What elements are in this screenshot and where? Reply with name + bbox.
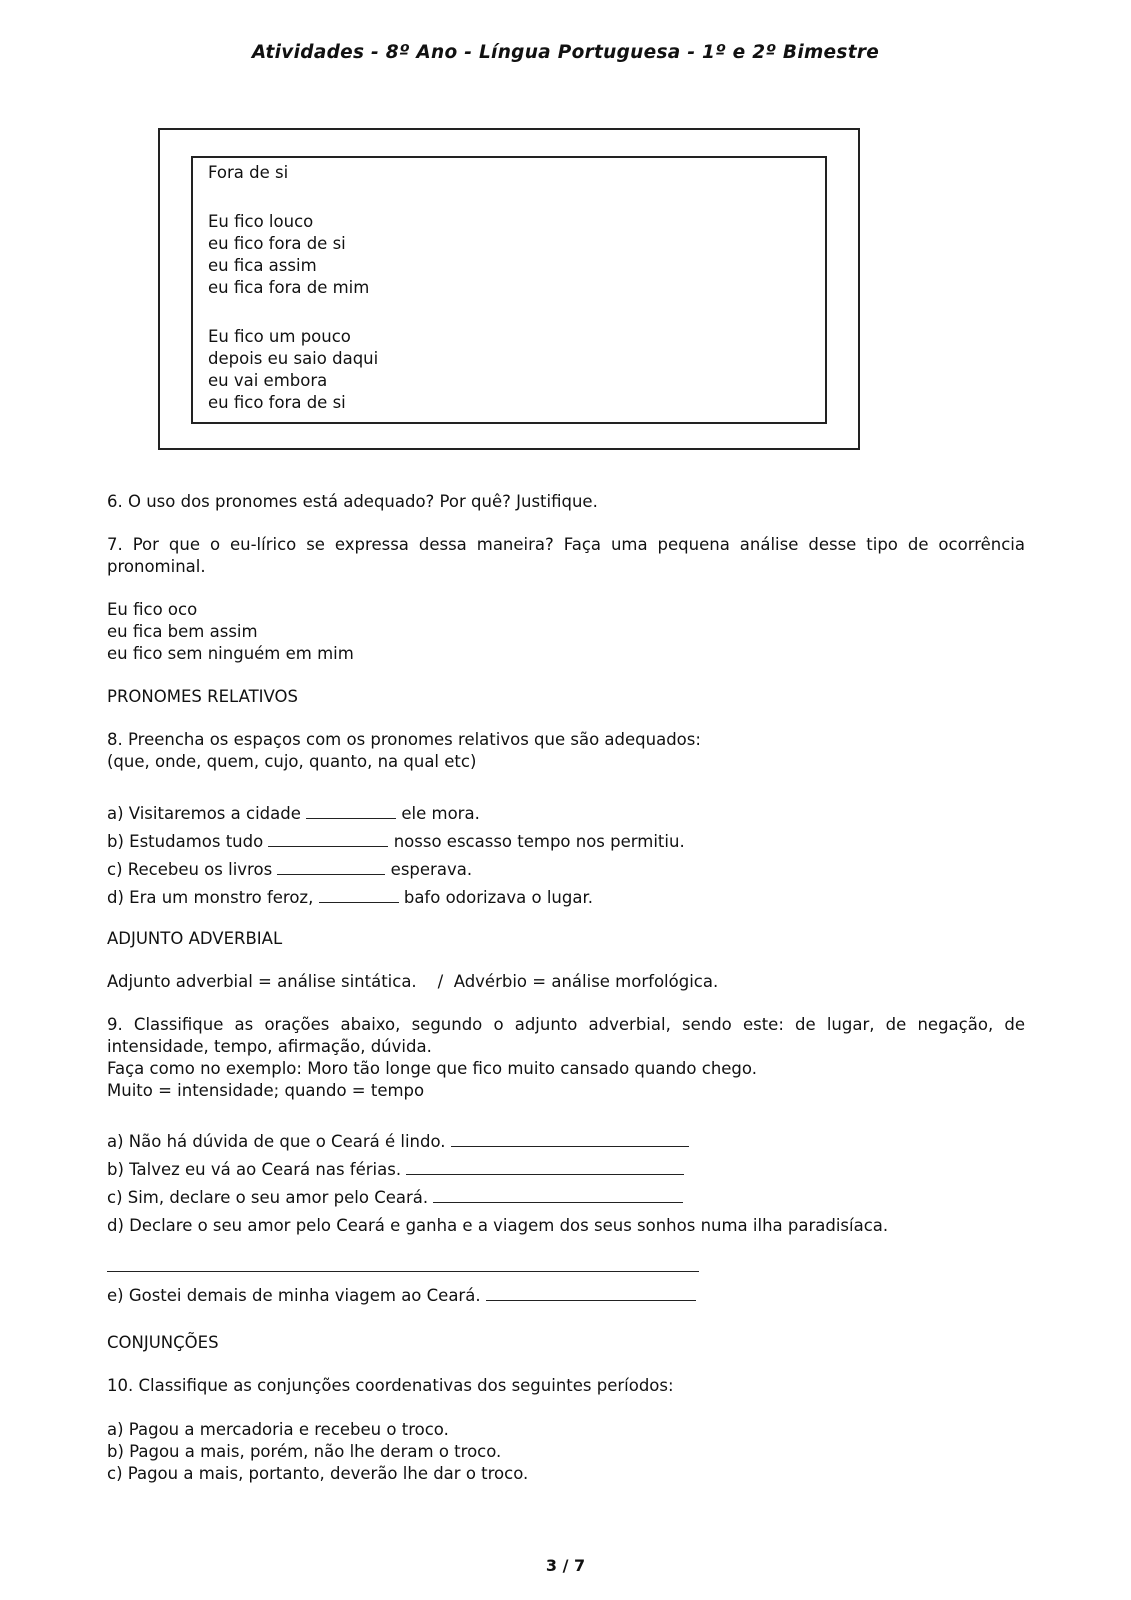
poem-line: Eu fico louco <box>208 212 314 231</box>
adjunto-definition: Adjunto adverbial = análise sintática. / Advérbio = análise morfológica. <box>107 972 719 991</box>
item-8d: d) Era um monstro feroz, bafo odorizava o lugar. <box>107 888 593 907</box>
poem-stanza-1 <box>208 211 378 299</box>
question-9-prompt: 9. Classifique as orações abaixo, segundo o adjunto adverbial, sendo este: de lugar, de negação, de intensidade, tempo, afirmação, dúvida. <box>107 1015 1025 1056</box>
item-10c: c) Pagou a mais, portanto, deverão lhe dar o troco. <box>107 1464 529 1483</box>
excerpt-line: Eu fico oco <box>107 600 198 619</box>
answer-blank[interactable] <box>451 1130 689 1147</box>
question-8-items <box>107 800 685 912</box>
answer-blank[interactable] <box>319 886 399 903</box>
answer-blank[interactable] <box>486 1284 696 1301</box>
item-9b: b) Talvez eu vá ao Ceará nas férias. <box>107 1156 888 1184</box>
answer-blank[interactable] <box>433 1186 683 1203</box>
item-9e: e) Gostei demais de minha viagem ao Ceará. <box>107 1282 696 1310</box>
question-10-prompt: 10. Classifique as conjunções coordenativas dos seguintes períodos: <box>107 1376 674 1395</box>
question-8-options: (que, onde, quem, cujo, quanto, na qual etc) <box>107 752 477 771</box>
item-8a: a) Visitaremos a cidade ele mora. <box>107 804 480 823</box>
question-10-items <box>107 1419 528 1485</box>
section-heading-conjuncoes: CONJUNÇÕES <box>107 1333 219 1352</box>
poem-stanza-2 <box>208 326 378 414</box>
answer-blank-9d[interactable] <box>107 1271 699 1272</box>
item-9c: c) Sim, declare o seu amor pelo Ceará. <box>107 1184 888 1212</box>
poem-line: eu fico fora de si <box>208 234 346 253</box>
question-6: 6. O uso dos pronomes está adequado? Por quê? Justifique. <box>107 492 598 511</box>
poem-line: eu vai embora <box>208 371 328 390</box>
poem-line: eu fico fora de si <box>208 393 346 412</box>
excerpt-line: eu fico sem ninguém em mim <box>107 644 354 663</box>
question-9-items <box>107 1128 888 1240</box>
poem-line: Eu fico um pouco <box>208 327 351 346</box>
page-header: Atividades - 8º Ano - Língua Portuguesa - 1º e 2º Bimestre <box>251 42 880 63</box>
poem-title: Fora de si <box>208 163 289 182</box>
excerpt-line: eu fica bem assim <box>107 622 258 641</box>
item-9a: a) Não há dúvida de que o Ceará é lindo. <box>107 1128 888 1156</box>
question-7: 7. Por que o eu-lírico se expressa dessa maneira? Faça uma pequena análise desse tipo de ocorrência pronominal. <box>107 535 1025 576</box>
poem-line: depois eu saio daqui <box>208 349 379 368</box>
question-8 <box>107 729 701 773</box>
item-8b: b) Estudamos tudo nosso escasso tempo nos permitiu. <box>107 832 685 851</box>
section-heading-pronomes: PRONOMES RELATIVOS <box>107 687 298 706</box>
answer-blank[interactable] <box>268 830 388 847</box>
answer-blank[interactable] <box>406 1158 684 1175</box>
question-8-prompt: 8. Preencha os espaços com os pronomes relativos que são adequados: <box>107 730 701 749</box>
question-9-example-answer: Muito = intensidade; quando = tempo <box>107 1081 425 1100</box>
item-8c: c) Recebeu os livros esperava. <box>107 860 473 879</box>
item-10b: b) Pagou a mais, porém, não lhe deram o troco. <box>107 1442 502 1461</box>
poem-line: eu fica fora de mim <box>208 278 370 297</box>
poem-excerpt <box>107 599 354 665</box>
section-heading-adjunto: ADJUNTO ADVERBIAL <box>107 929 283 948</box>
poem <box>208 162 378 414</box>
item-10a: a) Pagou a mercadoria e recebeu o troco. <box>107 1420 449 1439</box>
item-9d: d) Declare o seu amor pelo Ceará e ganha e a viagem dos seus sonhos numa ilha paradisíaca. <box>107 1216 889 1235</box>
question-9-example: Faça como no exemplo: Moro tão longe que fico muito cansado quando chego. <box>107 1059 757 1078</box>
answer-blank[interactable] <box>306 802 396 819</box>
question-9 <box>107 1014 1025 1102</box>
page-number: 3 / 7 <box>545 1556 586 1575</box>
poem-line: eu fica assim <box>208 256 317 275</box>
answer-blank[interactable] <box>277 858 385 875</box>
